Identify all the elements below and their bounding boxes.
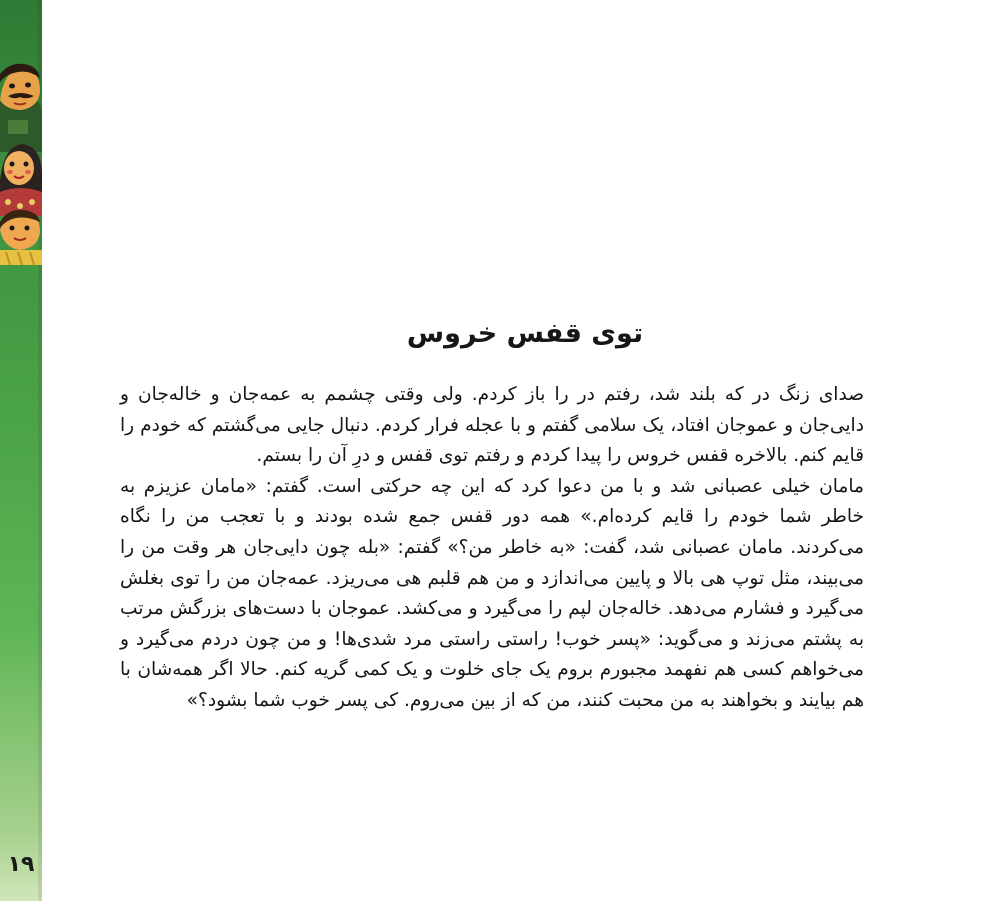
story-body [120, 380, 864, 717]
paragraph-2: مامان خیلی عصبانی شد و با من دعوا کرد که این چه حرکتی است. گفتم: «مامان عزیزم به خاطر شما خودم را قایم کرده‌ام.» همه دور قفس جمع شده بودند و با تعجب من را نگاه می‌کردند. مامان عصبانی شد، گفت: «به خاطر من؟» گفتم: «بله چون دایی‌جان هر وقت من را می‌بیند، مثل توپ هی بالا و پایین می‌اندازد و من هم قلبم هی می‌ریزد. عمه‌جان من را توی بغلش می‌گیرد و فشارم می‌دهد. خاله‌جان لپم را می‌گیرد و می‌کشد. عموجان با دست‌های بزرگش مرتب به پشتم می‌زند و می‌گوید: «پسر خوب! راستی راستی مرد شدی‌ها! و من چون دردم می‌گیرد و می‌خواهم کسی هم نفهمد مجبورم بروم یک جای خلوت و یک کمی گریه کنم. حالا اگر همه‌شان با هم بیایند و بخواهند به من محبت کنند، من که از بین می‌روم. کی پسر خوب شما بشود؟» [120, 475, 864, 711]
child-figure-3 [0, 210, 42, 265]
decorative-side-strip [0, 0, 42, 901]
child-figure-2 [0, 144, 42, 216]
children-illustration [0, 60, 42, 265]
paragraph-1: صدای زنگ در که بلند شد، رفتم در را باز کردم. ولی وقتی چشمم به عمه‌جان و خاله‌جان و دایی‌جان و عموجان افتاد، یک سلامی گفتم و با عجله فرار کردم. دنبال جایی می‌گشتم که خودم را قایم کنم. بالاخره قفس خروس را پیدا کردم و رفتم توی قفس و درِ آن را بستم. [120, 384, 864, 467]
page-number: ۱۹ [7, 852, 35, 877]
page-title: توی قفس خروس [406, 318, 644, 350]
child-figure-1 [0, 64, 42, 152]
